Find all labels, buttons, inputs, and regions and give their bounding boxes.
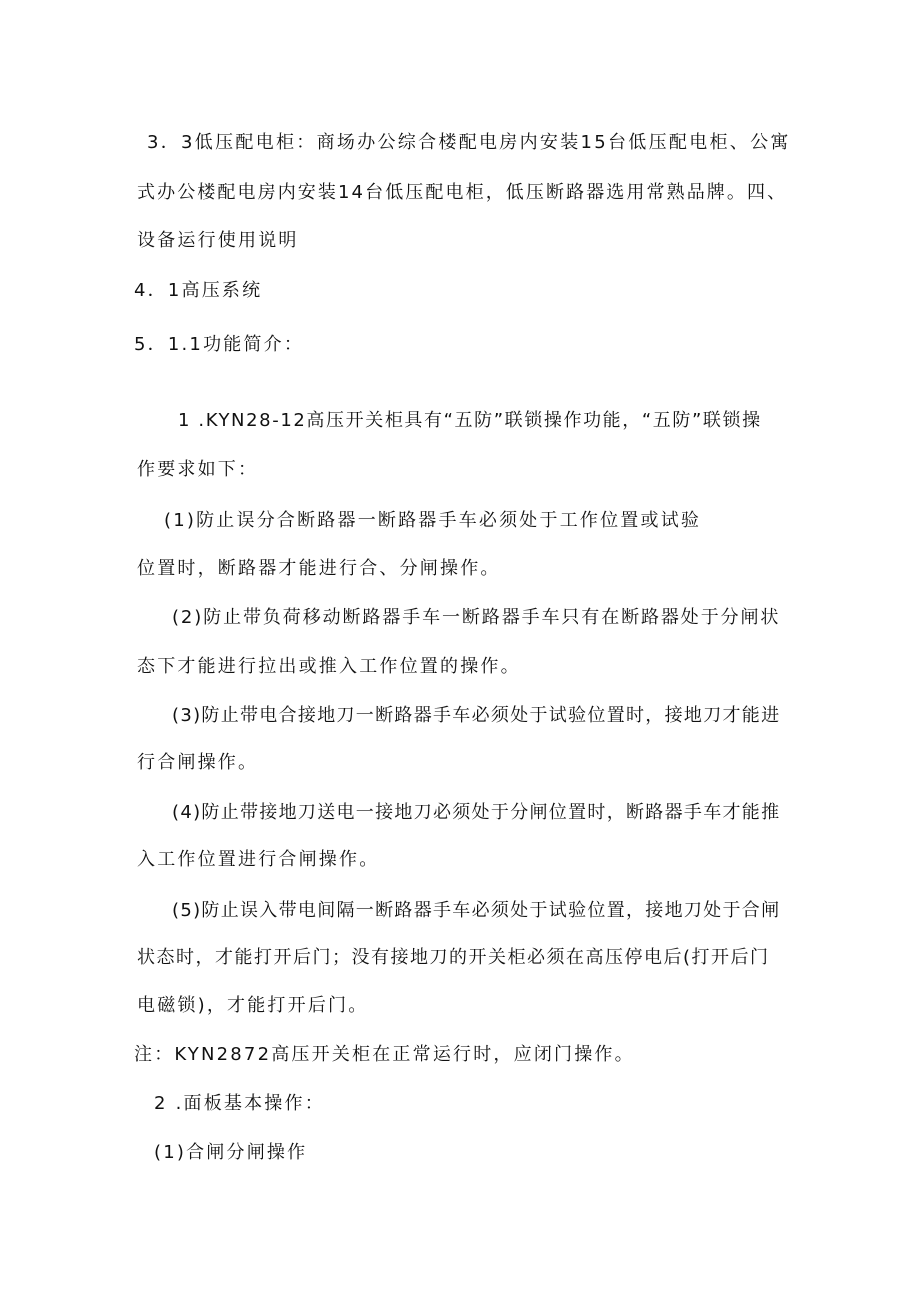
requirement-4-line-2: 入工作位置进行合闸操作。	[137, 849, 380, 870]
requirement-2-line-2: 态下才能进行拉出或推入工作位置的操作。	[137, 656, 521, 677]
requirement-2-line-1: (2)防止带负荷移动断路器手车一断路器手车只有在断路器处于分闸状	[172, 607, 781, 628]
section-3-3-line-1: 3．3低压配电柜：商场办公综合楼配电房内安装15台低压配电柜、公寓	[147, 132, 791, 153]
requirement-4-line-1: (4)防止带接地刀送电一接地刀必须处于分闸位置时，断路器手车才能推	[172, 802, 781, 823]
requirement-5-line-2: 状态时，才能打开后门；没有接地刀的开关柜必须在高压停电后(打开后门	[137, 947, 770, 968]
note: 注：KYN2872高压开关柜在正常运行时，应闭门操作。	[134, 1044, 635, 1065]
item-1-line-2: 作要求如下：	[137, 459, 259, 480]
requirement-1-line-1: (1)防止误分合断路器一断路器手车必须处于工作位置或试验	[164, 510, 702, 531]
heading-5-1-1: 5．1.1功能简介：	[134, 334, 305, 355]
sub-item-1: (1)合闸分闸操作	[154, 1142, 308, 1163]
item-2: 2 .面板基本操作：	[154, 1093, 325, 1114]
requirement-3-line-1: (3)防止带电合接地刀一断路器手车必须处于试验位置时，接地刀才能进	[172, 705, 781, 726]
item-1-line-1: 1 .KYN28-12高压开关柜具有“五防”联锁操作功能，“五防”联锁操	[178, 410, 762, 431]
requirement-3-line-2: 行合闸操作。	[137, 752, 259, 773]
requirement-5-line-3: 电磁锁)，才能打开后门。	[137, 995, 369, 1016]
section-3-3-line-2: 式办公楼配电房内安装14台低压配电柜，低压断路器选用常熟品牌。四、	[137, 182, 788, 203]
requirement-1-line-2: 位置时，断路器才能进行合、分闸操作。	[137, 558, 501, 579]
heading-4-1: 4．1高压系统	[134, 280, 263, 301]
requirement-5-line-1: (5)防止误入带电间隔一断路器手车必须处于试验位置，接地刀处于合闸	[172, 900, 781, 921]
section-3-3-line-3: 设备运行使用说明	[137, 230, 299, 251]
